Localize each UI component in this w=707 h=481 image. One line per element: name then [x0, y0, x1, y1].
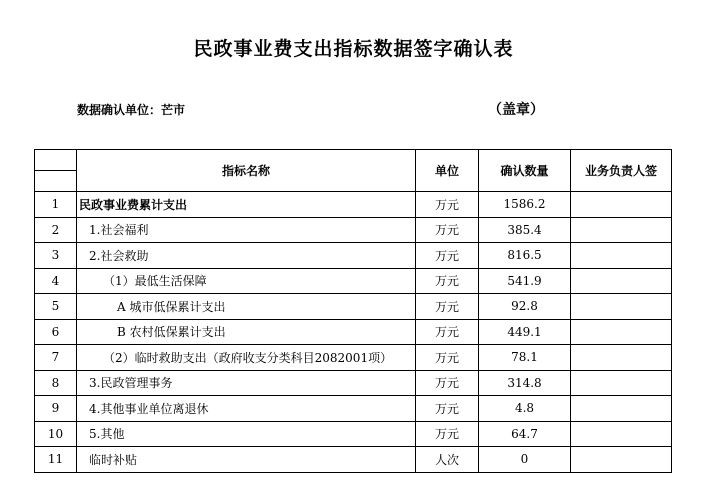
row-unit: 万元: [416, 192, 479, 218]
row-signature: [571, 370, 672, 396]
row-unit: 万元: [416, 370, 479, 396]
row-confirmed-value: 314.8: [479, 370, 571, 396]
header-signature: 业务负责人签: [571, 150, 672, 192]
table-row: [35, 192, 672, 218]
table-row: [35, 370, 672, 396]
row-unit: 万元: [416, 345, 479, 371]
row-indicator-name: （2）临时救助支出（政府收支分类科目2082001项）: [77, 345, 416, 371]
row-indicator-name: 2.社会救助: [77, 243, 416, 269]
row-signature: [571, 268, 672, 294]
row-index: 10: [35, 421, 77, 447]
row-indicator-name: B 农村低保累计支出: [77, 319, 416, 345]
table-row: [35, 268, 672, 294]
row-signature: [571, 217, 672, 243]
table-row: [35, 294, 672, 320]
stamp-label: （盖章）: [488, 102, 544, 118]
row-unit: 万元: [416, 243, 479, 269]
row-indicator-name: 1.社会福利: [77, 217, 416, 243]
confirm-unit-label: 数据确认单位：芒市: [77, 103, 186, 117]
row-index: 2: [35, 217, 77, 243]
row-indicator-name: 5.其他: [77, 421, 416, 447]
row-unit: 万元: [416, 319, 479, 345]
row-indicator-name: 3.民政管理事务: [77, 370, 416, 396]
header-index: [35, 150, 77, 192]
row-signature: [571, 294, 672, 320]
row-index: 9: [35, 396, 77, 422]
row-confirmed-value: 64.7: [479, 421, 571, 447]
row-index: 11: [35, 447, 77, 473]
table-row: [35, 447, 672, 473]
row-indicator-name: A 城市低保累计支出: [77, 294, 416, 320]
row-unit: 万元: [416, 294, 479, 320]
row-confirmed-value: 541.9: [479, 268, 571, 294]
header-indicator-name: 指标名称: [77, 150, 416, 192]
page-title: 民政事业费支出指标数据签字确认表: [193, 38, 514, 60]
row-confirmed-value: 4.8: [479, 396, 571, 422]
row-unit: 万元: [416, 396, 479, 422]
row-confirmed-value: 385.4: [479, 217, 571, 243]
row-unit: 人次: [416, 447, 479, 473]
row-confirmed-value: 0: [479, 447, 571, 473]
row-index: 8: [35, 370, 77, 396]
row-signature: [571, 421, 672, 447]
row-signature: [571, 447, 672, 473]
row-unit: 万元: [416, 421, 479, 447]
row-signature: [571, 192, 672, 218]
table-row: [35, 243, 672, 269]
row-confirmed-value: 816.5: [479, 243, 571, 269]
row-indicator-name: 临时补贴: [77, 447, 416, 473]
table-header-row: [35, 150, 672, 192]
row-index: 6: [35, 319, 77, 345]
table-row: [35, 421, 672, 447]
table-row: [35, 396, 672, 422]
row-signature: [571, 396, 672, 422]
header-confirmed-quantity: 确认数量: [479, 150, 571, 192]
row-confirmed-value: 1586.2: [479, 192, 571, 218]
row-confirmed-value: 78.1: [479, 345, 571, 371]
row-indicator-name: 4.其他事业单位离退休: [77, 396, 416, 422]
row-indicator-name: （1）最低生活保障: [77, 268, 416, 294]
row-confirmed-value: 449.1: [479, 319, 571, 345]
indicator-table: [34, 149, 672, 473]
row-unit: 万元: [416, 217, 479, 243]
row-confirmed-value: 92.8: [479, 294, 571, 320]
row-index: 5: [35, 294, 77, 320]
row-indicator-name: 民政事业费累计支出: [77, 192, 416, 218]
row-index: 1: [35, 192, 77, 218]
header-unit: 单位: [416, 150, 479, 192]
row-signature: [571, 243, 672, 269]
row-signature: [571, 319, 672, 345]
table-row: [35, 217, 672, 243]
table-row: [35, 319, 672, 345]
row-unit: 万元: [416, 268, 479, 294]
row-index: 4: [35, 268, 77, 294]
row-index: 7: [35, 345, 77, 371]
table-row: [35, 345, 672, 371]
row-signature: [571, 345, 672, 371]
row-index: 3: [35, 243, 77, 269]
